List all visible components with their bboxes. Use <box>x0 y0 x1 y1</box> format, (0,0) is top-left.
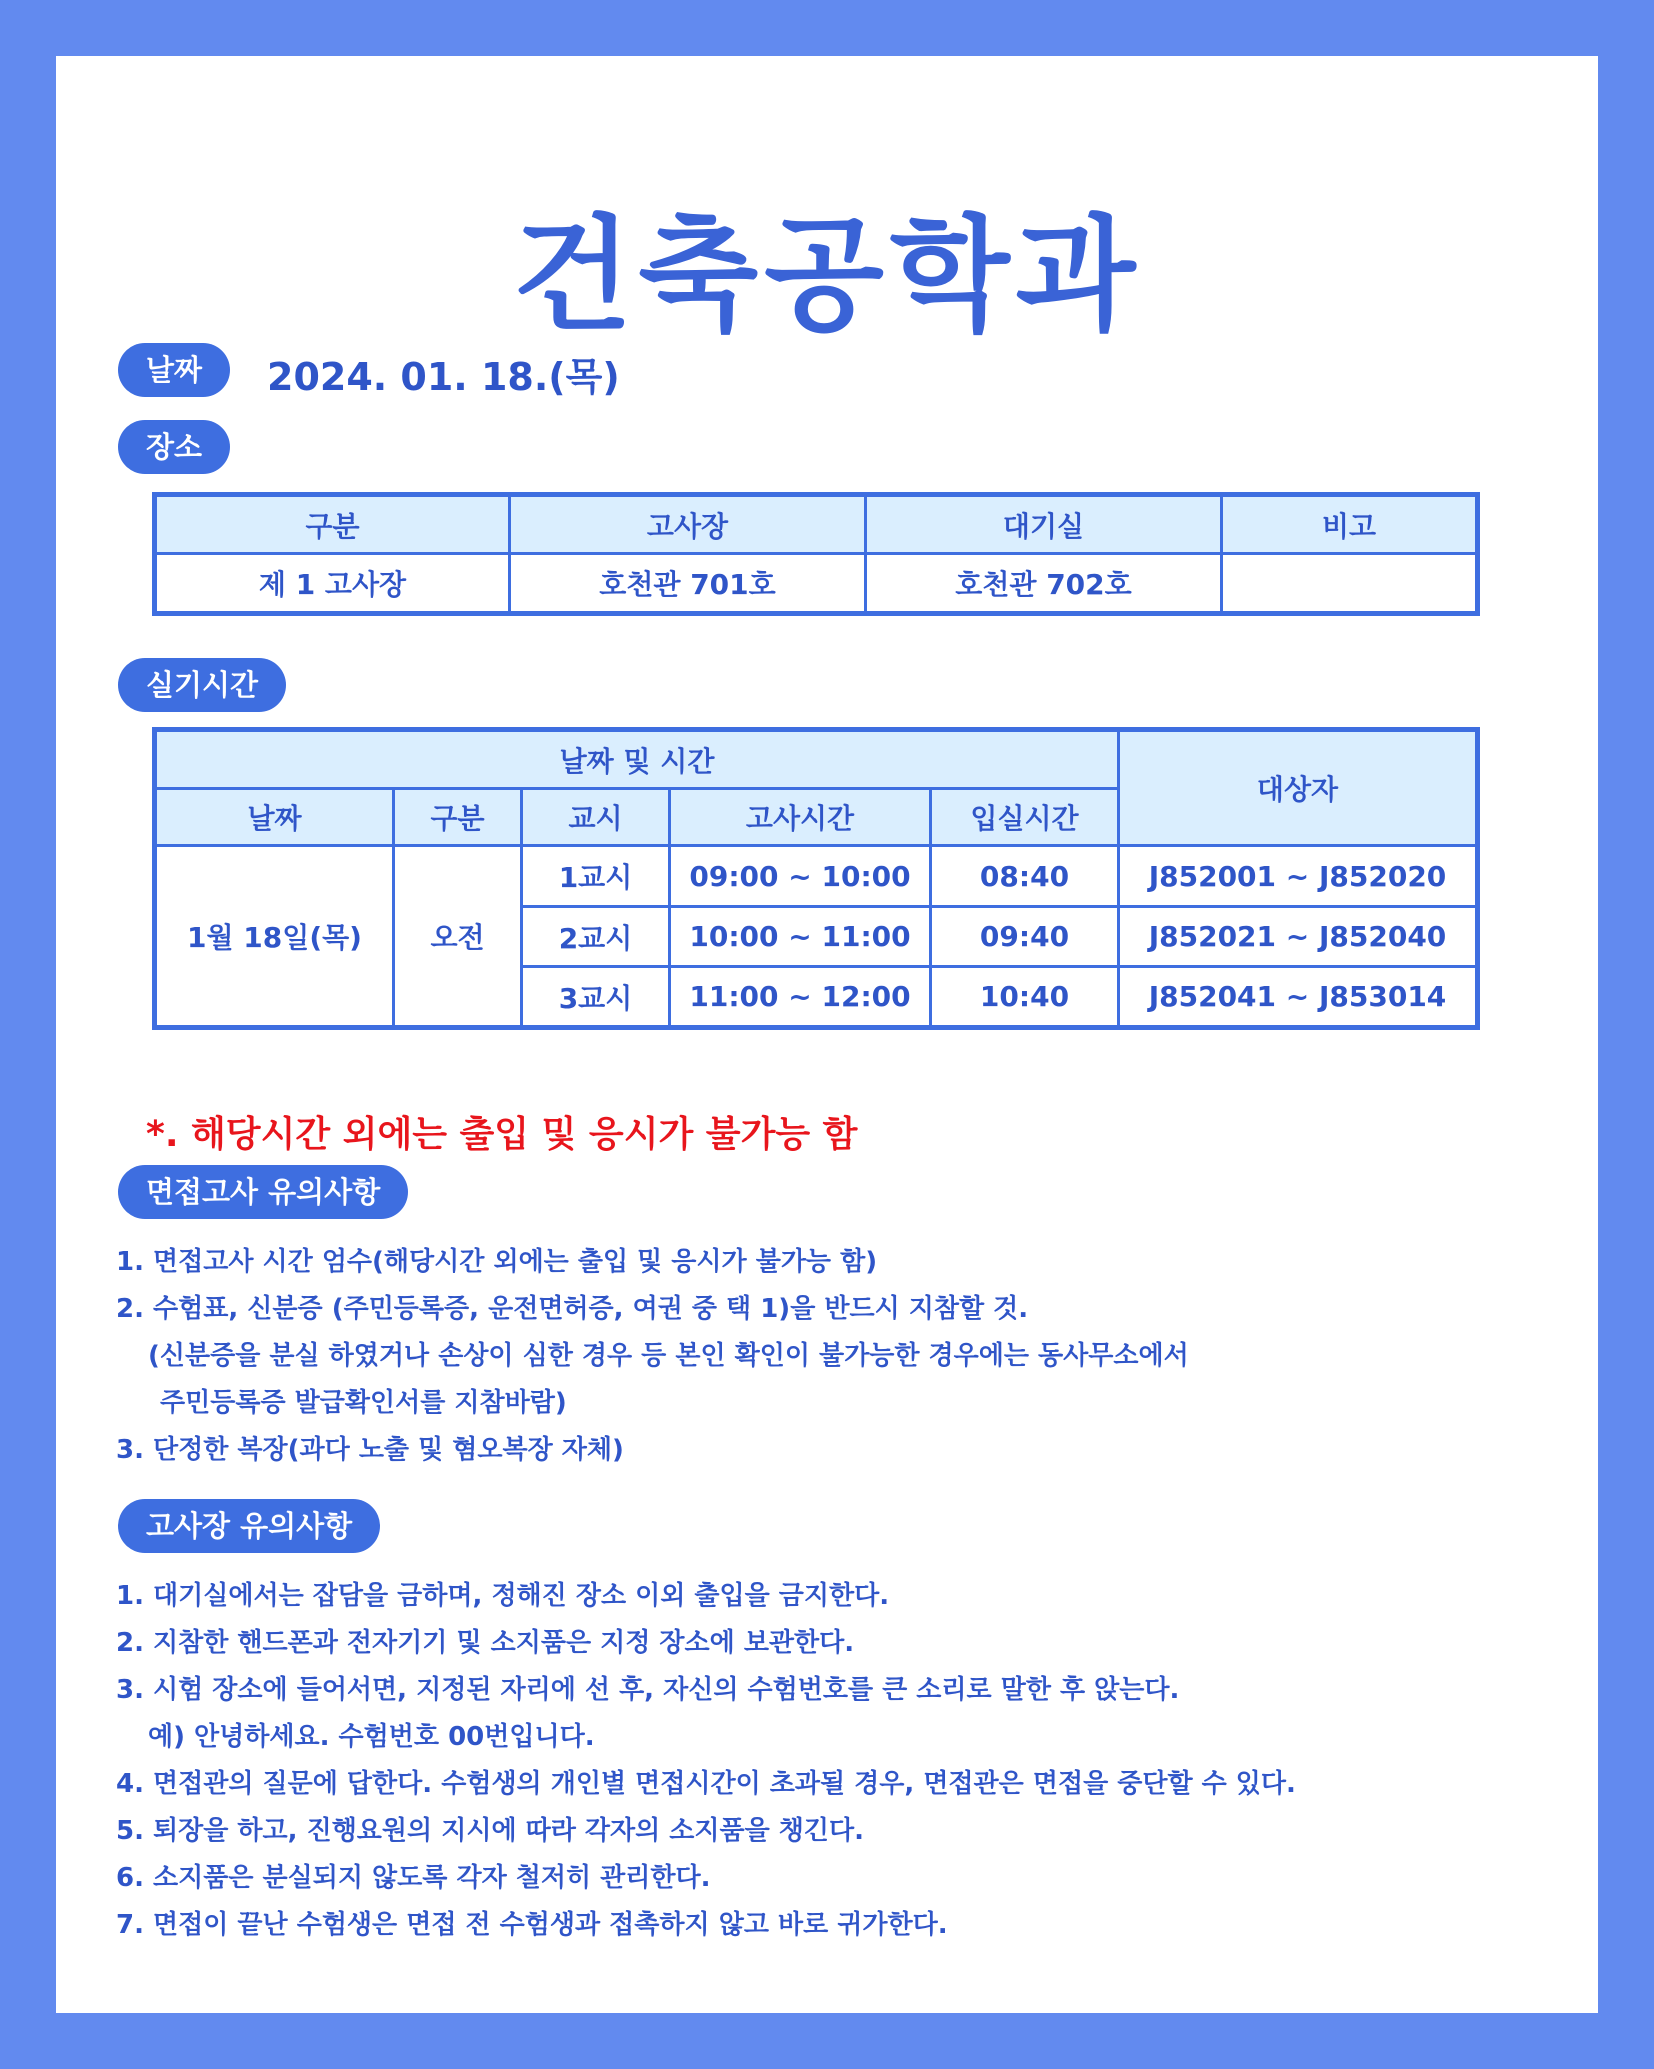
schedule-date-cell: 1월 18일(목) <box>155 846 394 1028</box>
interview-notes-list <box>116 1239 1189 1474</box>
schedule-sub-header: 날짜 <box>155 789 394 846</box>
interview-note-line: 1. 면접고사 시간 엄수(해당시간 외에는 출입 및 응시가 불가능 함) <box>116 1247 878 1277</box>
venue-cell-exam-room: 호천관 701호 <box>510 554 866 614</box>
schedule-entry-time-cell: 09:40 <box>931 907 1119 967</box>
schedule-period-cell: 2교시 <box>522 907 670 967</box>
schedule-exam-time-cell: 09:00 ~ 10:00 <box>670 846 931 907</box>
exam-room-notes-label-badge: 고사장 유의사항 <box>118 1499 380 1553</box>
exam-room-note-line: 예) 안녕하세요. 수험번호 00번입니다. <box>148 1722 595 1752</box>
venue-label-badge: 장소 <box>118 420 230 474</box>
schedule-period-cell: 1교시 <box>522 846 670 907</box>
schedule-sub-header: 교시 <box>522 789 670 846</box>
venue-header-cell: 구분 <box>155 495 510 554</box>
schedule-sub-header: 입실시간 <box>931 789 1119 846</box>
exam-room-note-line: 2. 지참한 핸드폰과 전자기기 및 소지품은 지정 장소에 보관한다. <box>116 1628 855 1658</box>
venue-header-cell: 고사장 <box>510 495 866 554</box>
interview-notes-label-badge: 면접고사 유의사항 <box>118 1165 408 1219</box>
exam-room-note-line: 4. 면접관의 질문에 답한다. 수험생의 개인별 면접시간이 초과될 경우, 면접관은 면접을 중단할 수 있다. <box>116 1769 1296 1799</box>
venue-row <box>155 554 1478 614</box>
exam-room-note-line: 6. 소지품은 분실되지 않도록 각자 철저히 관리한다. <box>116 1863 711 1893</box>
exam-room-note-line: 3. 시험 장소에 들어서면, 지정된 자리에 선 후, 자신의 수험번호를 큰 소리로 말한 후 앉는다. <box>116 1675 1180 1705</box>
schedule-session-cell: 오전 <box>394 846 522 1028</box>
schedule-entry-time-cell: 08:40 <box>931 846 1119 907</box>
exam-room-notes-list <box>116 1573 1296 1949</box>
schedule-row <box>155 846 1478 907</box>
interview-note-line: 3. 단정한 복장(과다 노출 및 혐오복장 자체) <box>116 1435 624 1465</box>
interview-note-line: (신분증을 분실 하였거나 손상이 심한 경우 등 본인 확인이 불가능한 경우에는 동사무소에서 <box>148 1341 1189 1371</box>
date-label-badge: 날짜 <box>118 343 230 397</box>
practical-time-label-badge: 실기시간 <box>118 658 286 712</box>
venue-cell-note <box>1222 554 1478 614</box>
exam-date: 2024. 01. 18.(목) <box>267 355 620 399</box>
interview-note-line: 2. 수험표, 신분증 (주민등록증, 운전면허증, 여권 중 택 1)을 반드시 지참할 것. <box>116 1294 1029 1324</box>
interview-note-line: 주민등록증 발급확인서를 지참바람) <box>160 1388 567 1418</box>
venue-cell-division: 제 1 고사장 <box>155 554 510 614</box>
exam-room-note-line: 5. 퇴장을 하고, 진행요원의 지시에 따라 각자의 소지품을 챙긴다. <box>116 1816 865 1846</box>
exam-room-note-line: 1. 대기실에서는 잡담을 금하며, 정해진 장소 이외 출입을 금지한다. <box>116 1581 890 1611</box>
schedule-sub-header: 구분 <box>394 789 522 846</box>
schedule-target-cell: J852021 ~ J852040 <box>1119 907 1478 967</box>
page-title: 건축공학과 <box>512 204 1142 348</box>
venue-header-row <box>155 495 1478 554</box>
entry-restriction-notice: *. 해당시간 외에는 출입 및 응시가 불가능 함 <box>146 1114 858 1155</box>
schedule-entry-time-cell: 10:40 <box>931 967 1119 1028</box>
schedule-group-header: 날짜 및 시간 <box>155 730 1119 789</box>
venue-header-cell: 대기실 <box>866 495 1222 554</box>
schedule-group-header-row <box>155 730 1478 789</box>
schedule-exam-time-cell: 10:00 ~ 11:00 <box>670 907 931 967</box>
schedule-table <box>152 727 1480 1030</box>
venue-header-cell: 비고 <box>1222 495 1478 554</box>
schedule-target-header: 대상자 <box>1119 730 1478 846</box>
schedule-target-cell: J852001 ~ J852020 <box>1119 846 1478 907</box>
schedule-exam-time-cell: 11:00 ~ 12:00 <box>670 967 931 1028</box>
venue-cell-waiting-room: 호천관 702호 <box>866 554 1222 614</box>
document-page <box>56 56 1598 2013</box>
schedule-sub-header: 고사시간 <box>670 789 931 846</box>
schedule-period-cell: 3교시 <box>522 967 670 1028</box>
schedule-target-cell: J852041 ~ J853014 <box>1119 967 1478 1028</box>
venue-table <box>152 492 1480 616</box>
exam-room-note-line: 7. 면접이 끝난 수험생은 면접 전 수험생과 접촉하지 않고 바로 귀가한다. <box>116 1910 948 1940</box>
